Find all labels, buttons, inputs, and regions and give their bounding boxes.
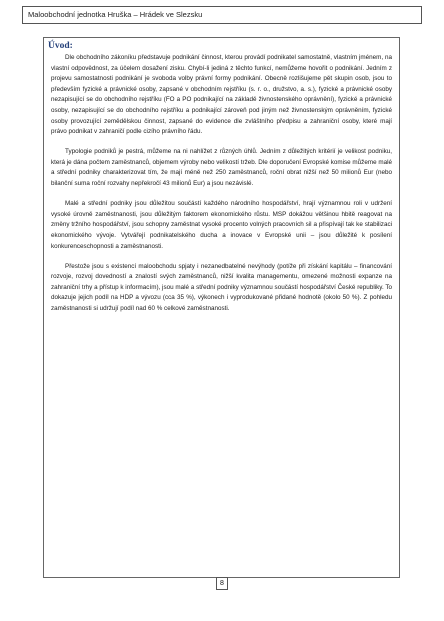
section-heading: Úvod: — [48, 41, 73, 51]
page-number: 8 — [216, 577, 228, 590]
paragraph-2: Typologie podniků je pestrá, můžeme na ni nahlížet z různých úhlů. Jedním z důležitých kritérií je velikost podniku, která je dána počtem zaměstnanců, objemem výroby nebo velikostí tržeb. Dle doporučení Evropské komise můžeme malé a střední podniky charakterizovat tím, že mají méně než 250 zaměstnanců, roční obrat nižší než 50 milionů Eur (nebo bilanční suma roční rozvahy nepřekročí 43 milionů Eur) a jsou nezávislé. — [51, 148, 392, 188]
paragraph-1: Dle obchodního zákoníku představuje podnikání činnost, kterou provádí podnikatel samostatně, vlastním jménem, na vlastní odpovědnost, za účelem dosažení zisku. Chybí-li jediná z těchto funkcí, nemůžeme hovořit o podnikání. Jedním z projevu samostatnosti podnikání je svoboda volby právní formy podnikání. Obecně rozlišujeme pět skupin osob, jsou to především fyzické a právnické osoby, zapsané v obchodním rejstříku (s. r. o., družstvo, a. s.), fyzické a právnické osoby nezapisující se do obchodního rejstříku (FO a PO podnikající na základě živnostenského oprávnění), fyzické a právnické osoby, nezapisující se do obchodního rejstříku a podnikající zároveň pod jiným než živnostenským oprávněním, fyzické osoby provozující zemědělskou činnost, zapsané do evidence dle zvláštního předpisu a zahraniční osoby, které mají právo podnikat v zahraničí podle cizího právního řádu. — [51, 54, 392, 136]
paragraph-4: Přestože jsou s existencí maloobchodu spjaty i nezanedbatelné nevýhody (potíže při získání kapitálu – financování rozvoje, rozvoj dovedností a znalostí svých zaměstnanců, nižší kvalita managementu, omezené možnosti expanze na zahraniční trhy a přístup k informacím), jsou malé a střední podniky významnou součástí hospodářství České republiky. To dokazuje jejich podíl na HDP a vývozu (cca 35 %), výkonech i vyprodukované přidané hodnotě (okolo 50 %). Z pohledu zaměstnanosti si udržují podíl nad 60 % celkové zaměstnanosti. — [51, 262, 392, 312]
paragraph-3: Malé a střední podniky jsou důležitou součástí každého národního hospodářství, hrají významnou roli v udržení vysoké úrovně zaměstnanosti, jsou důležitým faktorem ekonomického růstu. MSP dokážou většinou hbitě reagovat na změny tržního hospodářství, jsou schopny zaměstnat vysoké procento volných pracovních sil a přispívají tak ke stabilizaci ekonomického vývoje. Vytvářejí podnikatelského ducha a inovace v Evropské unii – jsou důležité k posílení konkurenceschopnosti a zaměstnanosti. — [51, 200, 392, 250]
page-header: Maloobchodní jednotka Hruška – Hrádek ve Slezsku — [22, 6, 422, 24]
body-text — [51, 53, 392, 324]
